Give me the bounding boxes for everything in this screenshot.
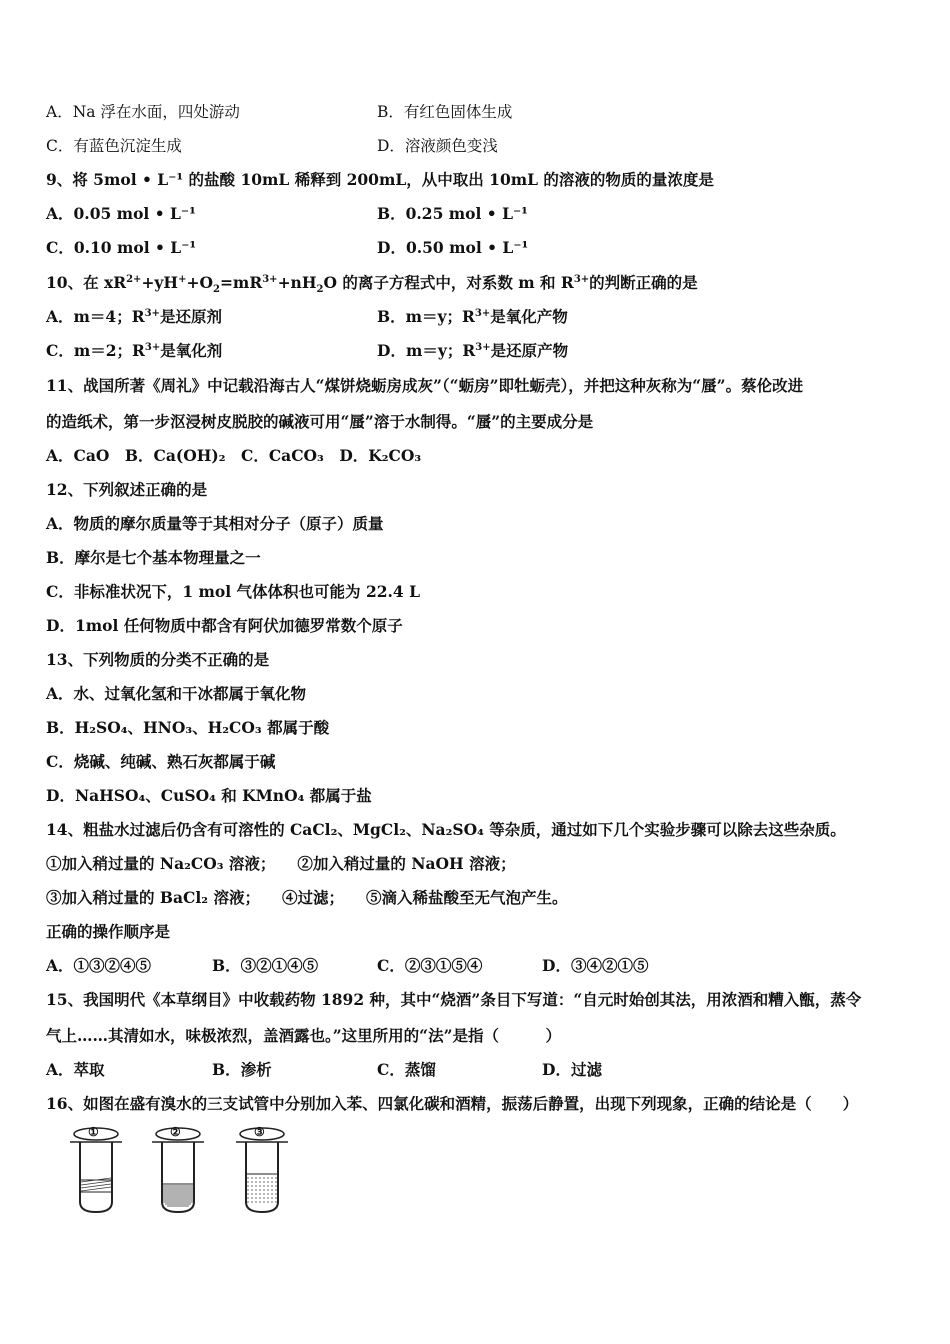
q14-steps-3-5 [46,888,567,908]
q12-option-b: B．摩尔是七个基本物理量之一 [46,548,261,567]
q14-option-b: B．③②①④⑤ [212,956,319,975]
test-tube-1 [66,1124,126,1220]
q14-prompt: 正确的操作顺序是 [46,922,171,941]
q8-option-b: B．有红色固体生成 [377,103,513,121]
q14-step-5: ⑤滴入稀盐酸至无气泡产生。 [365,888,568,907]
q9-option-d: D．0.50 mol • L⁻¹ [377,238,529,257]
q9-option-c: C．0.10 mol • L⁻¹ [46,238,197,257]
q14-stem: 14、粗盐水过滤后仍含有可溶性的 CaCl₂、MgCl₂、Na₂SO₄ 等杂质，通过如下几个实验步骤可以除去这些杂质。 [46,820,846,839]
q11-stem-line1: 11、战国所著《周礼》中记载沿海古人“煤饼烧蛎房成灰”（“蛎房”即牡蛎壳），并把这种灰称为“蜃”。蔡伦改进 [46,376,804,395]
q10-option-d: D．m＝y；$R^{3+}$是还原产物 [377,341,569,360]
q14-step-2: ②加入稍过量的 NaOH 溶液； [297,854,516,873]
q14-step-1: ①加入稍过量的 Na₂CO₃ 溶液； [46,854,276,873]
q8-option-d: D．溶液颜色变浅 [377,137,498,155]
q14-step-3: ③加入稍过量的 BaCl₂ 溶液； [46,888,260,907]
q11-stem-line2: 的造纸术，第一步沤浸树皮脱胶的碱液可用“蜃”溶于水制得。“蜃”的主要成分是 [46,412,594,431]
q10-stem: 10、在 $xR^{2+}+yH^++O_2=mR^{3+}+nH_2O$ 的离子方程式中，对系数 m 和 $R^{3+}$的判断正确的是 [46,273,698,296]
q14-option-d: D．③④②①⑤ [542,956,649,975]
q15-stem-line2: 气上……其清如水，味极浓烈，盖酒露也。”这里所用的“法”是指（ ） [46,1026,561,1045]
q15-option-c: C．蒸馏 [377,1060,436,1079]
q13-stem: 13、下列物质的分类不正确的是 [46,650,270,669]
q12-option-c: C．非标准状况下，1 mol 气体体积也可能为 22.4 L [46,582,420,601]
q10-option-c: C．m＝2；$R^{3+}$是氧化剂 [46,341,223,360]
test-tube-3 [232,1124,292,1220]
q16-stem: 16、如图在盛有溴水的三支试管中分别加入苯、四氯化碳和酒精，振荡后静置，出现下列现象，正确的结论是（ ） [46,1094,859,1113]
test-tube-1-label: ① [88,1125,99,1139]
q12-option-a: A．物质的摩尔质量等于其相对分子（原子）质量 [46,514,384,533]
q15-option-a: A．萃取 [46,1060,105,1079]
test-tube-2 [148,1124,208,1220]
q8-option-c: C．有蓝色沉淀生成 [46,137,182,155]
q14-option-c: C．②③①⑤④ [377,956,483,975]
test-tube-3-label: ③ [254,1125,265,1139]
q13-option-c: C．烧碱、纯碱、熟石灰都属于碱 [46,752,276,771]
q13-option-d: D．NaHSO₄、CuSO₄ 和 KMnO₄ 都属于盐 [46,786,372,805]
q10-option-a: A．m＝4；$R^{3+}$是还原剂 [46,307,222,326]
q9-option-a: A．0.05 mol • L⁻¹ [46,204,196,223]
q15-option-b: B．渗析 [212,1060,272,1079]
q14-option-a: A．①③②④⑤ [46,956,152,975]
q12-stem: 12、下列叙述正确的是 [46,480,208,499]
q12-option-d: D．1mol 任何物质中都含有阿伏加德罗常数个原子 [46,616,403,635]
q13-option-a: A．水、过氧化氢和干冰都属于氧化物 [46,684,307,703]
q9-option-b: B．0.25 mol • L⁻¹ [377,204,528,223]
q13-option-b: B．H₂SO₄、HNO₃、H₂CO₃ 都属于酸 [46,718,330,737]
test-tube-2-label: ② [170,1125,181,1139]
q14-steps-1-2 [46,854,516,874]
q15-stem-line1: 15、我国明代《本草纲目》中收载药物 1892 种，其中“烧酒”条目下写道：“自元时始创其法，用浓酒和糟入甑，蒸令 [46,990,862,1009]
q8-option-a: A．Na 浮在水面，四处游动 [46,103,240,121]
q15-option-d: D．过滤 [542,1060,602,1079]
q14-step-4: ④过滤； [281,888,344,907]
q9-stem: 9、将 5mol • L⁻¹ 的盐酸 10mL 稀释到 200mL，从中取出 10mL 的溶液的物质的量浓度是 [46,170,714,189]
q11-options: A．CaO B．Ca(OH)₂ C．CaCO₃ D．K₂CO₃ [46,446,422,465]
q10-option-b: B．m＝y；$R^{3+}$是氧化产物 [377,307,568,326]
